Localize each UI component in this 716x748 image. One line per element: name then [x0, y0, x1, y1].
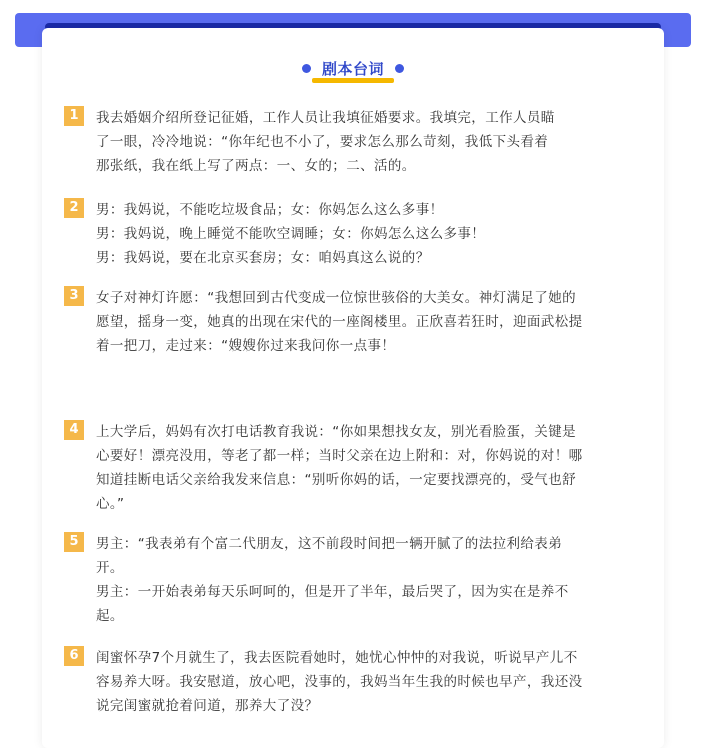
title-area [42, 58, 664, 88]
title-dot-right-icon [395, 64, 404, 73]
text-line: 说完闺蜜就抢着问道，那养大了没？ [96, 698, 319, 714]
text-line: 了一眼，冷冷地说：“你年纪也不小了，要求怎么那么苛刻，我低下头看着 [96, 134, 549, 150]
script-item-1 [64, 106, 644, 178]
item-number-badge: 4 [64, 420, 84, 440]
item-number-badge: 6 [64, 646, 84, 666]
script-item-2 [64, 198, 644, 270]
script-item-4 [64, 420, 644, 516]
page-title: 剧本台词 [321, 60, 384, 78]
item-text [96, 532, 644, 628]
text-line: 男主：“我表弟有个富二代朋友，这不前段时间把一辆开腻了的法拉利给表弟 [96, 536, 563, 552]
text-line: 容易养大呀。我安慰道，放心吧，没事的，我妈当年生我的时候也早产，我还没 [96, 674, 583, 690]
item-text [96, 106, 644, 178]
text-line: 心要好！漂亮没用，等老了都一样；当时父亲在边上附和：对，你妈说的对！哪 [96, 448, 583, 464]
item-number-badge: 3 [64, 286, 84, 306]
text-line: 着一把刀，走过来：“嫂嫂你过来我问你一点事！ [96, 338, 396, 354]
text-line: 男：我妈说，不能吃垃圾食品；女：你妈怎么这么多事！ [96, 202, 444, 218]
text-line: 男：我妈说，要在北京买套房；女：咱妈真这么说的？ [96, 250, 430, 266]
text-line: 男主：一开始表弟每天乐呵呵的，但是开了半年，最后哭了，因为实在是养不 [96, 584, 569, 600]
text-line: 男：我妈说，晚上睡觉不能吹空调睡；女：你妈怎么这么多事！ [96, 226, 486, 242]
text-line: 我去婚姻介绍所登记征婚，工作人员让我填征婚要求。我填完，工作人员瞄 [96, 110, 555, 126]
content-card [42, 28, 664, 748]
text-line: 上大学后，妈妈有次打电话教育我说：“你如果想找女友，别光看脸蛋，关键是 [96, 424, 576, 440]
item-text [96, 646, 644, 718]
text-line: 开。 [96, 560, 124, 576]
item-text [96, 286, 644, 358]
text-line: 闺蜜怀孕7个月就生了，我去医院看她时，她忧心忡忡的对我说，听说早产儿不 [96, 650, 578, 666]
item-text [96, 420, 644, 516]
text-line: 起。 [96, 608, 124, 624]
item-text [96, 198, 644, 270]
item-number-badge: 1 [64, 106, 84, 126]
title-box [304, 58, 402, 79]
text-line: 愿望，摇身一变，她真的出现在宋代的一座阁楼里。正欣喜若狂时，迎面武松提 [96, 314, 583, 330]
title-dot-left-icon [302, 64, 311, 73]
script-item-3 [64, 286, 644, 358]
script-item-5 [64, 532, 644, 628]
text-line: 那张纸，我在纸上写了两点：一、女的；二、活的。 [96, 158, 416, 174]
script-item-6 [64, 646, 644, 718]
item-number-badge: 5 [64, 532, 84, 552]
text-line: 心。” [96, 496, 125, 512]
text-line: 女子对神灯许愿：“我想回到古代变成一位惊世骇俗的大美女。神灯满足了她的 [96, 290, 576, 306]
text-line: 知道挂断电话父亲给我发来信息：“别听你妈的话，一定要找漂亮的，受气也舒 [96, 472, 576, 488]
title-underline [312, 78, 394, 83]
item-number-badge: 2 [64, 198, 84, 218]
